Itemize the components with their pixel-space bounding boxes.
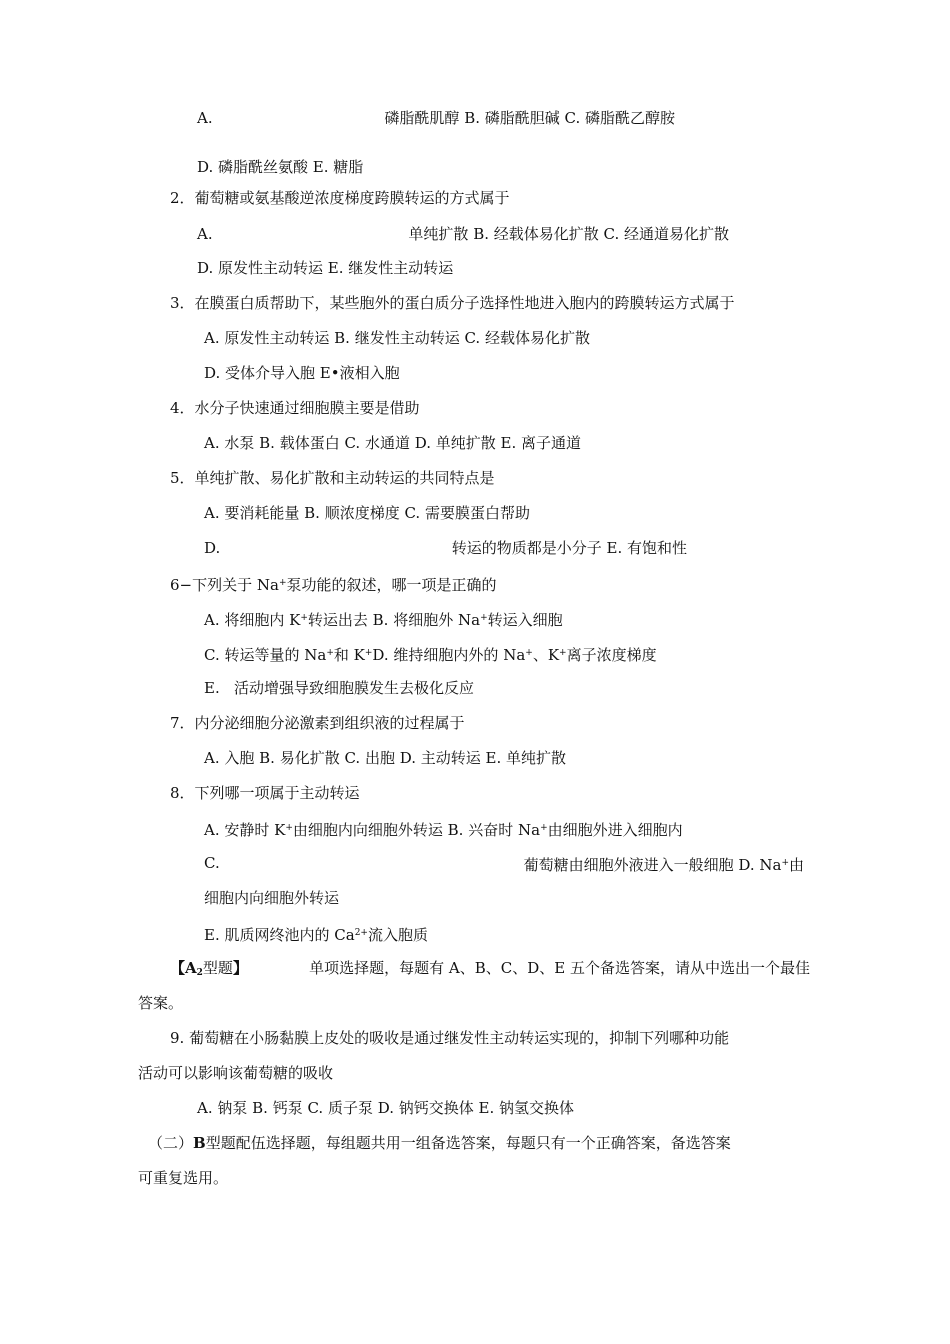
q1-option-a-row xyxy=(197,108,675,128)
q6-option-c-row: C. 转运等量的 Na+和 K+D. 维持细胞内外的 Na+、K+离子浓度梯度 xyxy=(204,646,657,664)
q3-stem: 3．在膜蛋白质帮助下，某些胞外的蛋白质分子选择性地进入胞内的跨膜转运方式属于 xyxy=(170,294,735,312)
q6-option-a-row: A. 将细胞内 K+转运出去 B. 将细胞外 Na+转运入细胞 xyxy=(204,611,563,629)
q1-option-d-row: D. 磷脂酰丝氨酸 E. 糖脂 xyxy=(197,158,364,176)
q1-option-a-label: A. xyxy=(197,109,213,127)
a2-section-description: 单项选择题，每题有 A、B、C、D、E 五个备选答案，请从中选出一个最佳 xyxy=(309,959,810,977)
q1-option-a-text: 磷脂酰肌醇 B. 磷脂酰胆碱 C. 磷脂酰乙醇胺 xyxy=(384,109,675,127)
q9-stem-continued: 活动可以影响该葡萄糖的吸收 xyxy=(138,1064,334,1082)
q7-option-a-row: A. 入胞 B. 易化扩散 C. 出胞 D. 主动转运 E. 单纯扩散 xyxy=(204,749,566,767)
q2-option-a-label: A. xyxy=(197,225,213,243)
q6-option-e-row: E. 活动增强导致细胞膜发生去极化反应 xyxy=(204,679,475,697)
q3-option-a-row: A. 原发性主动转运 B. 继发性主动转运 C. 经载体易化扩散 xyxy=(204,329,590,347)
q2-stem: 2．葡萄糖或氨基酸逆浓度梯度跨膜转运的方式属于 xyxy=(170,189,510,207)
q8-stem: 8．下列哪一项属于主动转运 xyxy=(170,784,360,802)
a2-section-label: 【$A_2$型题】 xyxy=(170,959,248,978)
q5-option-d-text: 转运的物质都是小分子 E. 有饱和性 xyxy=(451,539,687,557)
q5-option-d-row xyxy=(204,538,687,558)
q5-option-a-row: A. 要消耗能量 B. 顺浓度梯度 C. 需要膜蛋白帮助 xyxy=(204,504,530,522)
q2-option-a-text: 单纯扩散 B. 经载体易化扩散 C. 经通道易化扩散 xyxy=(408,225,729,243)
q3-option-d-row: D. 受体介导入胞 E•液相入胞 xyxy=(204,364,400,382)
q9-stem: 9. 葡萄糖在小肠黏膜上皮处的吸收是通过继发性主动转运实现的，抑制下列哪种功能 xyxy=(170,1029,730,1047)
q6-stem: 6−下列关于 Na+泵功能的叙述，哪一项是正确的 xyxy=(170,576,497,594)
q8-option-c-continued: 细胞内向细胞外转运 xyxy=(204,889,340,907)
q8-option-c-label: C. xyxy=(204,854,220,872)
q4-option-a-row: A. 水泵 B. 载体蛋白 C. 水通道 D. 单纯扩散 E. 离子通道 xyxy=(204,434,581,452)
b-section-description-end: 可重复选用。 xyxy=(138,1169,229,1187)
b-section-intro: （二）B型题配伍选择题，每组题共用一组备选答案，每题只有一个正确答案，备选答案 xyxy=(148,1134,731,1152)
q5-stem: 5．单纯扩散、易化扩散和主动转运的共同特点是 xyxy=(170,469,495,487)
a2-section-intro xyxy=(170,958,810,983)
q4-stem: 4．水分子快速通过细胞膜主要是借助 xyxy=(170,399,420,417)
q2-option-d-row: D. 原发性主动转运 E. 继发性主动转运 xyxy=(197,259,454,277)
q5-option-d-label: D. xyxy=(204,539,221,557)
q9-option-a-row: A. 钠泵 B. 钙泵 C. 质子泵 D. 钠钙交换体 E. 钠氢交换体 xyxy=(197,1099,574,1117)
q8-option-e-row: E. 肌质网终池内的 $Ca^{2+}$流入胞质 xyxy=(204,926,428,944)
q7-stem: 7．内分泌细胞分泌激素到组织液的过程属于 xyxy=(170,714,465,732)
a2-section-description-end: 答案。 xyxy=(138,994,184,1012)
q8-option-c-text: 葡萄糖由细胞外液进入一般细胞 D. Na+由 xyxy=(523,856,804,874)
q8-option-a-row: A. 安静时 K+由细胞内向细胞外转运 B. 兴奋时 Na+由细胞外进入细胞内 xyxy=(204,821,683,839)
q2-option-a-row xyxy=(197,224,729,244)
q8-option-c-row xyxy=(204,853,804,875)
